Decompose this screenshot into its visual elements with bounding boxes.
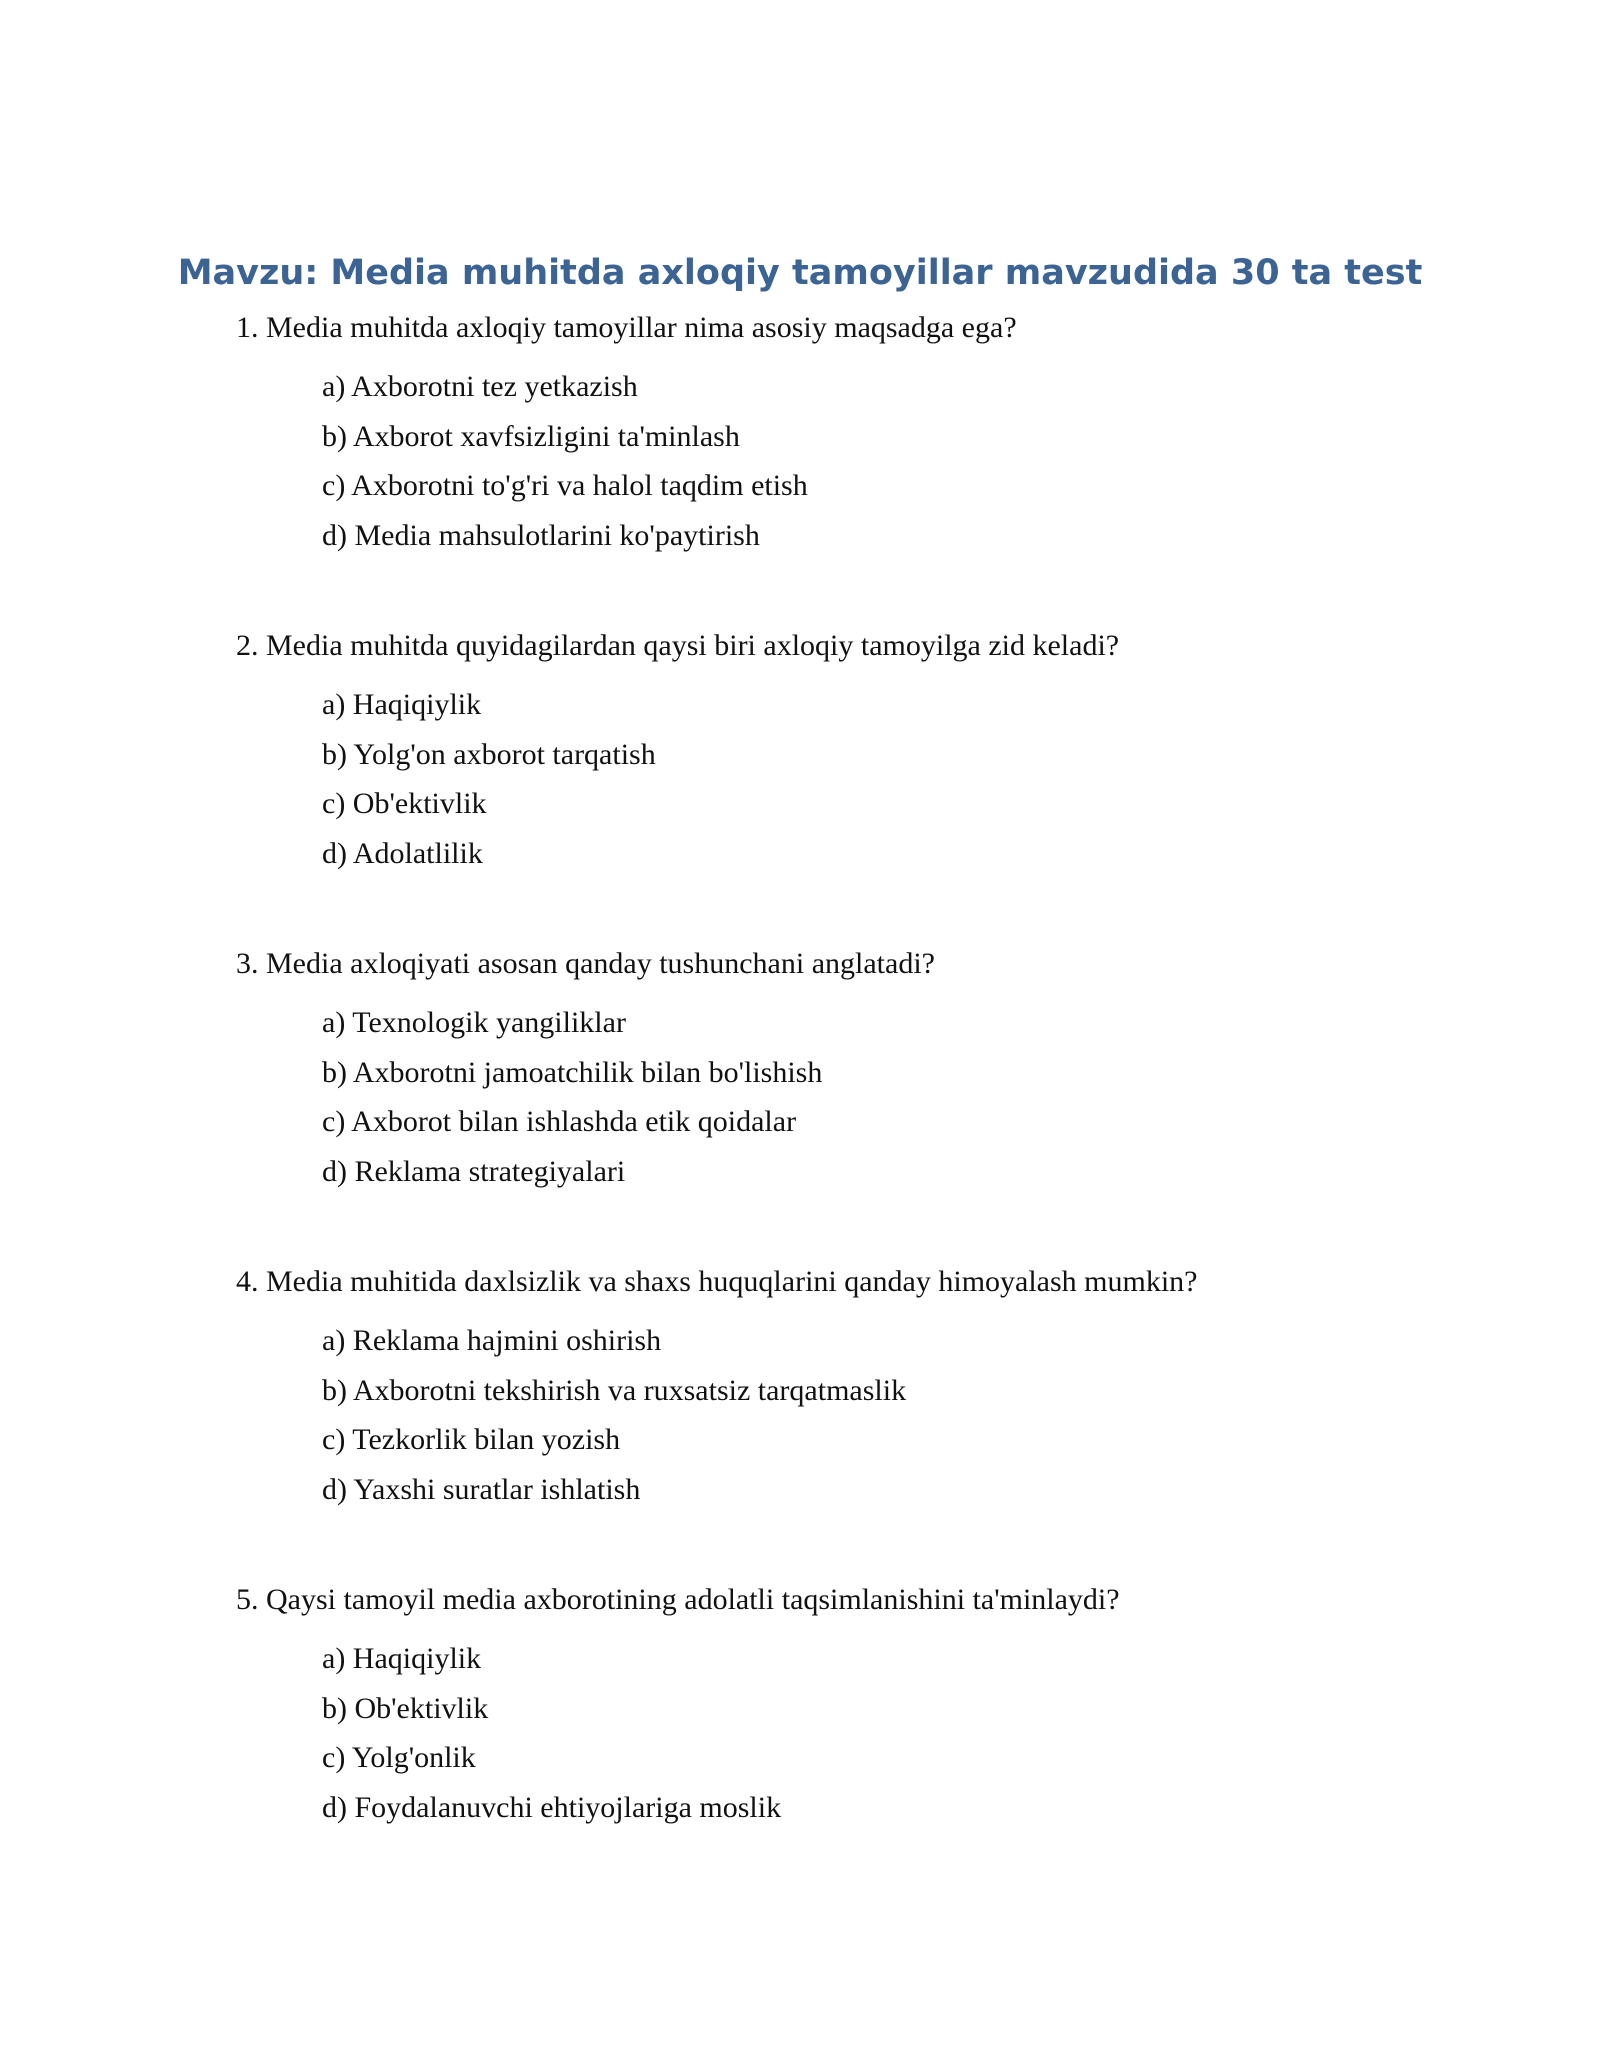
question-item <box>236 942 1536 1196</box>
question-text: 1. Media muhitda axloqiy tamoyillar nima asosiy maqsadga ega? <box>236 311 1017 344</box>
answer-option: c) Ob'ektivlik <box>322 787 487 820</box>
question-item <box>236 624 1536 878</box>
answer-option: c) Axborotni to'g'ri va halol taqdim etish <box>322 469 808 502</box>
answer-options <box>236 1634 1536 1832</box>
answer-option: b) Axborotni tekshirish va ruxsatsiz tarqatmaslik <box>322 1373 907 1407</box>
answer-option: d) Foydalanuvchi ehtiyojlariga moslik <box>322 1790 782 1824</box>
answer-option: a) Texnologik yangiliklar <box>322 1006 626 1039</box>
answer-option: b) Ob'ektivlik <box>322 1691 489 1725</box>
answer-options <box>236 998 1536 1196</box>
answer-option: c) Axborot bilan ishlashda etik qoidalar <box>322 1105 797 1138</box>
answer-option: a) Haqiqiylik <box>322 688 482 721</box>
answer-options <box>236 362 1536 560</box>
question-list <box>236 306 1536 1896</box>
answer-option: b) Axborotni jamoatchilik bilan bo'lishish <box>322 1055 823 1089</box>
answer-option: c) Tezkorlik bilan yozish <box>322 1423 621 1456</box>
answer-option: c) Yolg'onlik <box>322 1741 476 1774</box>
answer-option: d) Adolatlilik <box>322 836 483 870</box>
answer-options <box>236 680 1536 878</box>
document-title: Mavzu: Media muhitda axloqiy tamoyillar mavzudida 30 ta test <box>177 253 1423 293</box>
answer-option: d) Media mahsulotlarini ko'paytirish <box>322 518 760 552</box>
question-item <box>236 306 1536 560</box>
answer-option: a) Reklama hajmini oshirish <box>322 1324 662 1357</box>
question-text: 2. Media muhitda quyidagilardan qaysi biri axloqiy tamoyilga zid keladi? <box>236 629 1120 662</box>
question-text: 3. Media axloqiyati asosan qanday tushunchani anglatadi? <box>236 947 935 980</box>
answer-option: b) Yolg'on axborot tarqatish <box>322 737 656 771</box>
answer-option: d) Yaxshi suratlar ishlatish <box>322 1472 641 1506</box>
answer-options <box>236 1316 1536 1514</box>
question-item <box>236 1578 1536 1832</box>
answer-option: a) Axborotni tez yetkazish <box>322 370 638 403</box>
question-item <box>236 1260 1536 1514</box>
answer-option: a) Haqiqiylik <box>322 1642 482 1675</box>
answer-option: b) Axborot xavfsizligini ta'minlash <box>322 419 740 453</box>
question-text: 5. Qaysi tamoyil media axborotining adolatli taqsimlanishini ta'minlaydi? <box>236 1583 1120 1616</box>
question-text: 4. Media muhitida daxlsizlik va shaxs huquqlarini qanday himoyalash mumkin? <box>236 1265 1198 1298</box>
answer-option: d) Reklama strategiyalari <box>322 1154 626 1188</box>
